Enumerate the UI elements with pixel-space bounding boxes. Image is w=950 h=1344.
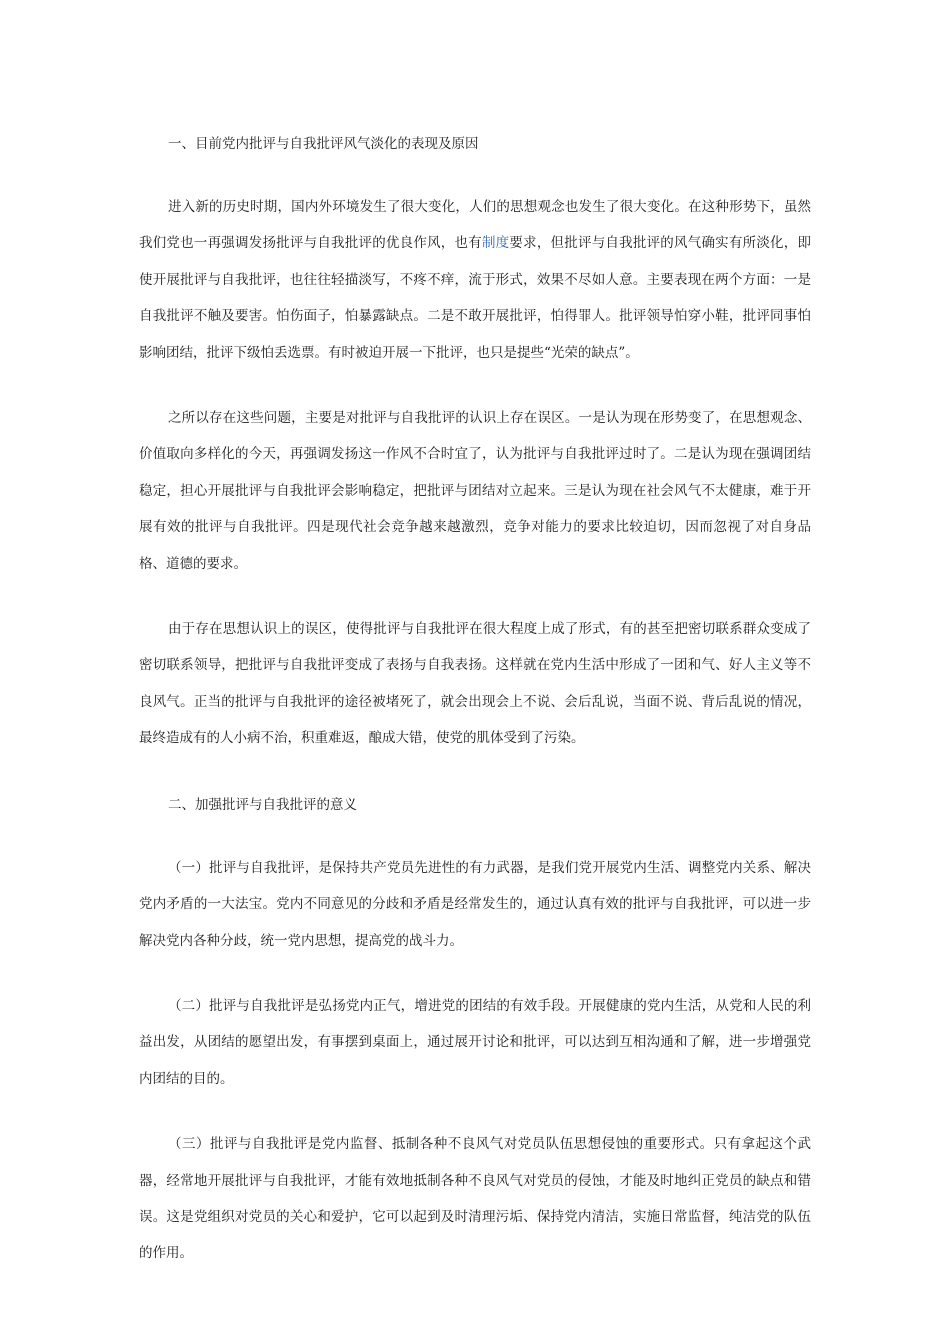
paragraph-4: （一）批评与自我批评，是保持共产党员先进性的有力武器，是我们党开展党内生活、调整党内关系、解决党内矛盾的一大法宝。党内不同意见的分歧和矛盾是经常发生的，通过认真有效的批评与自我批评，可以进一步解决党内各种分歧，统一党内思想，提高党的战斗力。: [139, 859, 811, 949]
system-link[interactable]: 制度: [481, 235, 510, 252]
paragraph-1-text-before: 进入新的历史时期，国内外环境发生了很大变化，人们的思想观念也发生了很大变化。在这种形势下，虽然我们党也一再强调发扬批评与自我批评的优良作风，也有: [139, 199, 811, 252]
paragraph-1-text-after: 要求，但批评与自我批评的风气确实有所淡化，即使开展批评与自我批评，也往往轻描淡写，不疼不痒，流于形式，效果不尽如人意。主要表现在两个方面：一是自我批评不触及要害。怕伤面子，怕暴露缺点。二是不敢开展批评，怕得罪人。批评领导怕穿小鞋，批评同事怕影响团结，批评下级怕丢选票。有时被迫开展一下批评，也只是提些“光荣的缺点”。: [139, 235, 811, 361]
spacer: [139, 582, 811, 611]
document-page: [139, 125, 811, 1272]
paragraph-5: （二）批评与自我批评是弘扬党内正气，增进党的团结的有效手段。开展健康的党内生活，从党和人民的利益出发，从团结的愿望出发，有事摆到桌面上，通过展开讨论和批评，可以达到互相沟通和了解，进一步增强党内团结的目的。: [139, 997, 811, 1087]
spacer: [139, 163, 811, 189]
paragraph-6: （三）批评与自我批评是党内监督、抵制各种不良风气对党员队伍思想侵蚀的重要形式。只有拿起这个武器，经常地开展批评与自我批评，才能有效地抵制各种不良风气对党员的侵蚀，才能及时地纠正党员的缺点和错误。这是党组织对党员的关心和爱护，它可以起到及时清理污垢、保持党内清洁，实施日常监督，纯洁党的队伍的作用。: [139, 1136, 811, 1262]
spacer: [139, 959, 811, 988]
spacer: [139, 757, 811, 786]
spacer: [139, 824, 811, 850]
paragraph-1: [139, 189, 811, 371]
paragraph-3: 由于存在思想认识上的误区，使得批评与自我批评在很大程度上成了形式，有的甚至把密切联系群众变成了密切联系领导，把批评与自我批评变成了表扬与自我表扬。这样就在党内生活中形成了一团和气、好人主义等不良风气。正当的批评与自我批评的途径被堵死了，就会出现会上不说、会后乱说，当面不说、背后乱说的情况，最终造成有的人小病不治，积重难返，酿成大错，使党的肌体受到了污染。: [139, 621, 811, 747]
spacer: [139, 371, 811, 400]
spacer: [139, 1097, 811, 1126]
section-heading-1: 一、目前党内批评与自我批评风气淡化的表现及原因: [168, 136, 479, 152]
paragraph-2: 之所以存在这些问题，主要是对批评与自我批评的认识上存在误区。一是认为现在形势变了，在思想观念、价值取向多样化的今天，再强调发扬这一作风不合时宜了，认为批评与自我批评过时了。二是认为现在强调团结稳定，担心开展批评与自我批评会影响稳定，把批评与团结对立起来。三是认为现在社会风气不太健康，难于开展有效的批评与自我批评。四是现代社会竞争越来越激烈，竞争对能力的要求比较迫切，因而忽视了对自身品格、道德的要求。: [139, 410, 811, 572]
section-heading-2: 二、加强批评与自我批评的意义: [168, 796, 357, 813]
